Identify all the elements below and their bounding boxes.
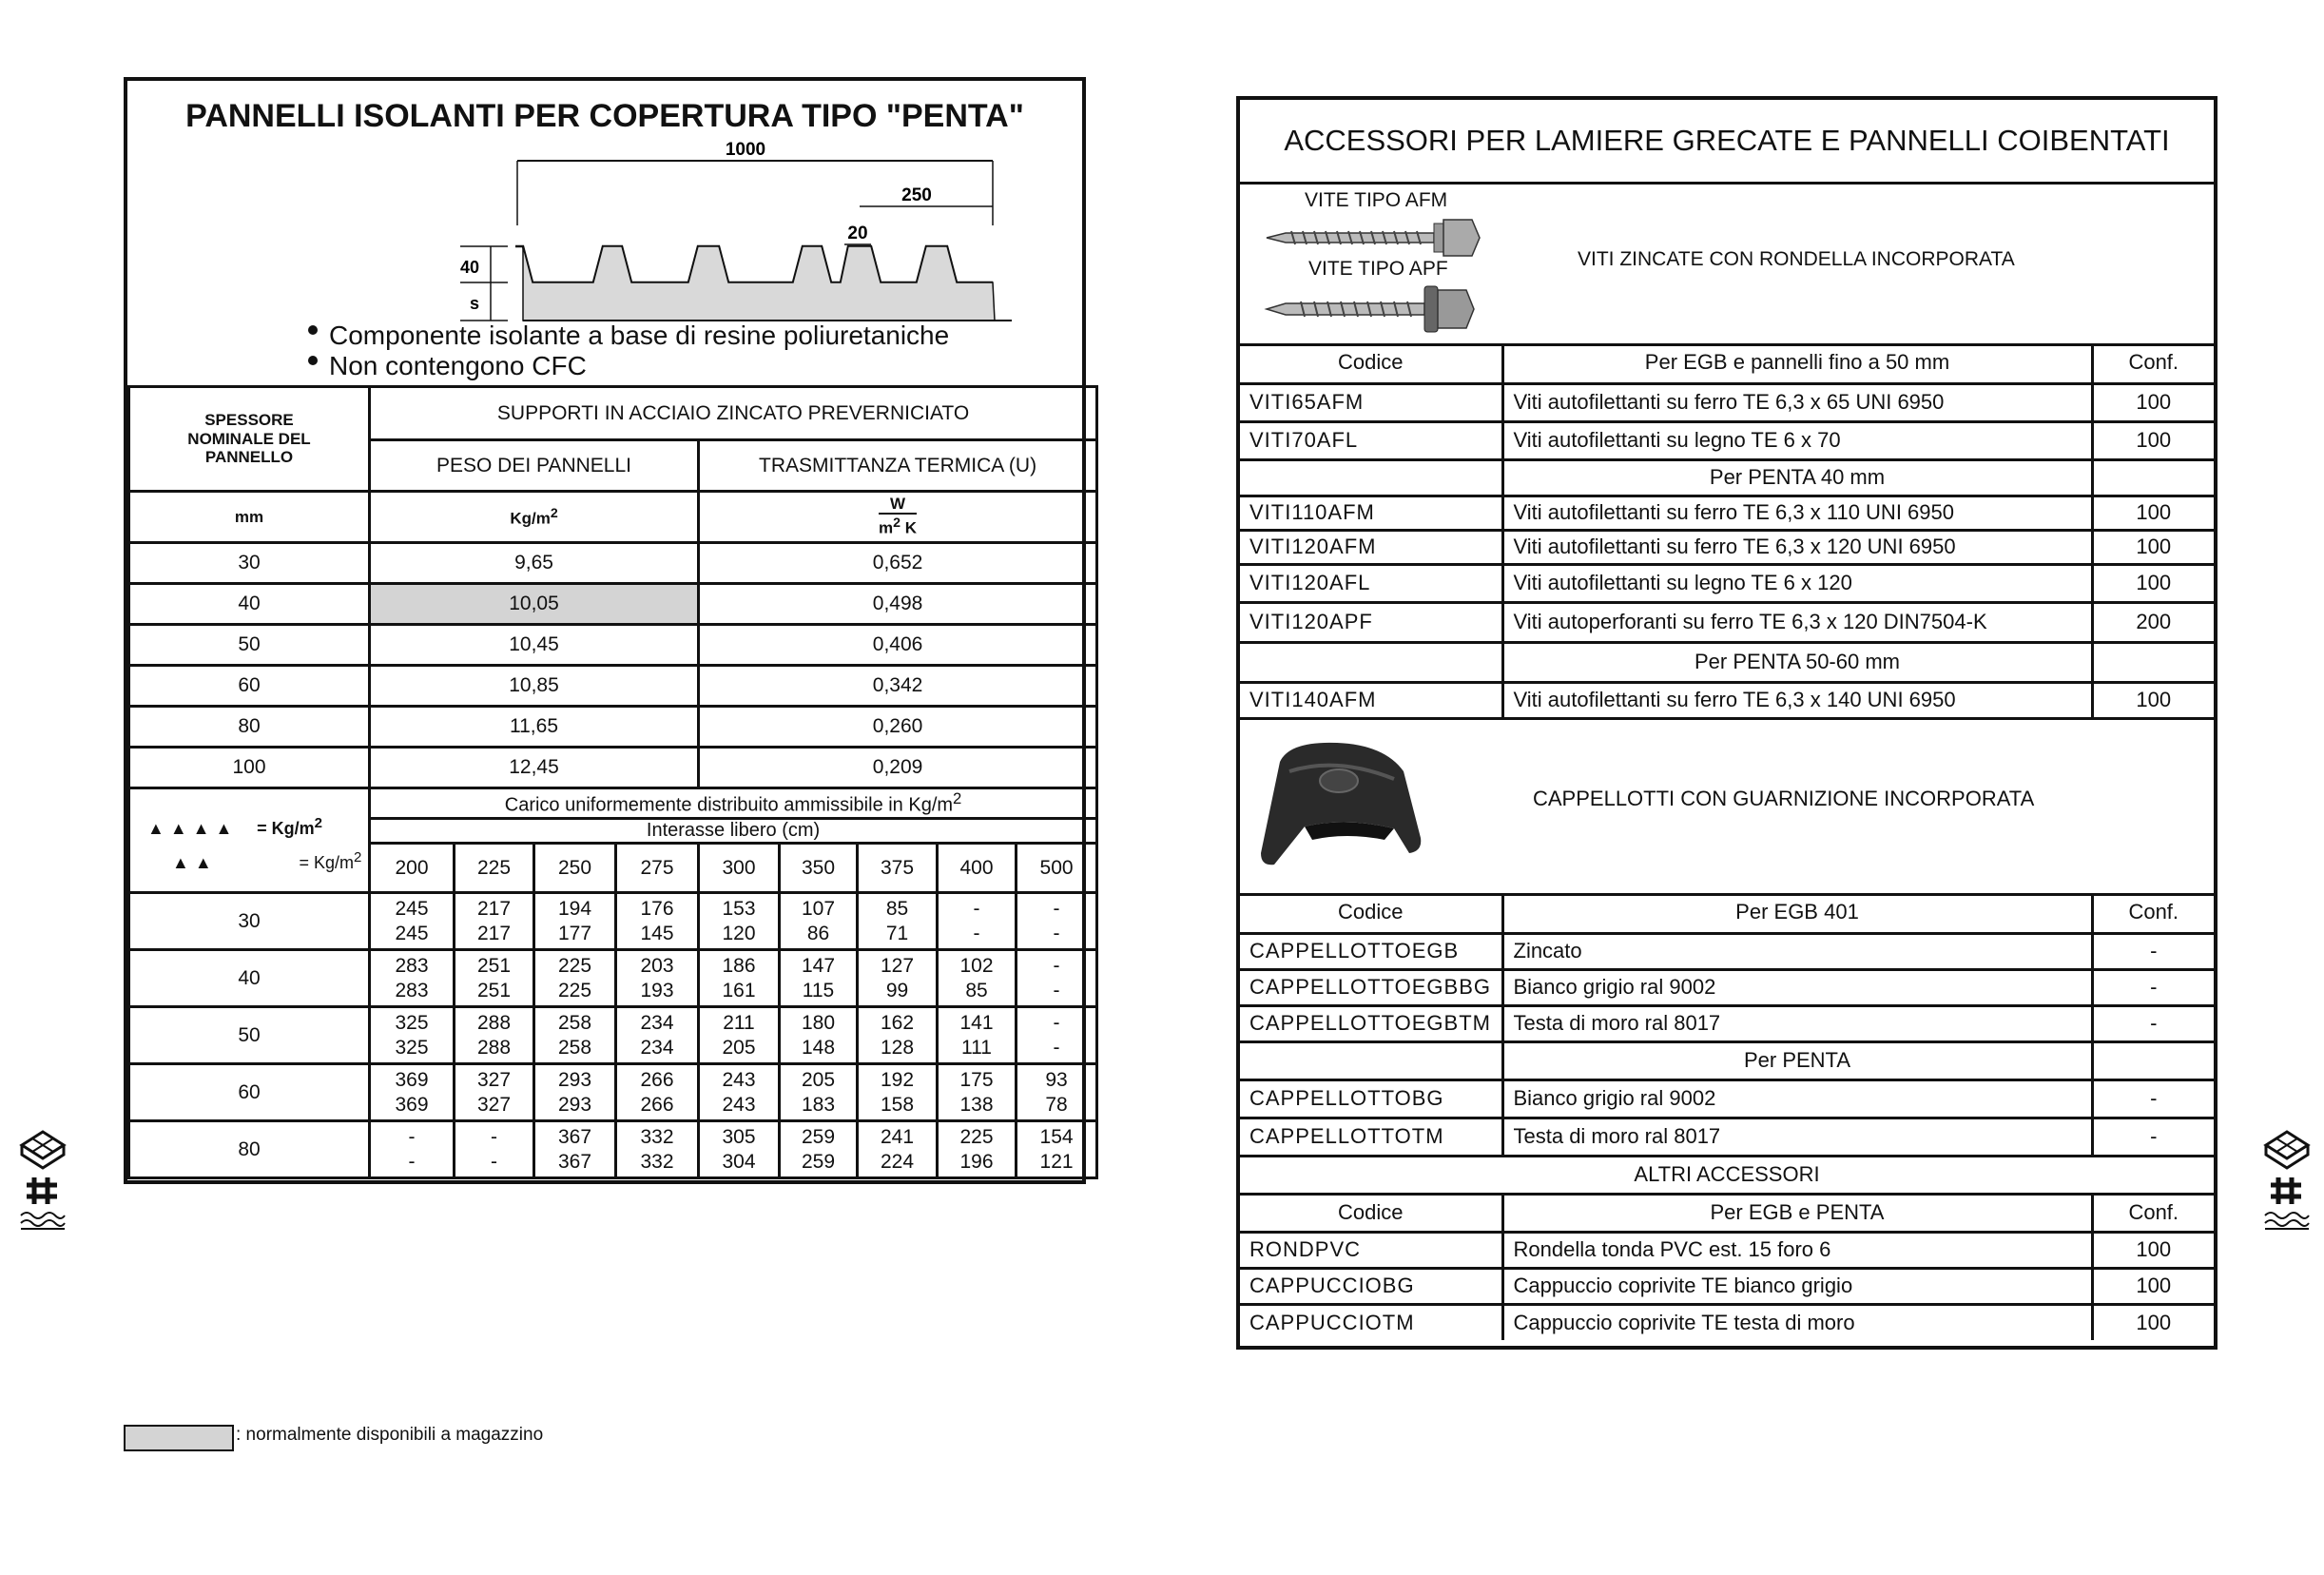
load-row [129,893,1097,950]
load-cell: 332 332 [616,1121,699,1178]
cell-u: 0,342 [699,666,1097,707]
load-cell: 325 325 [370,1007,455,1064]
load-cell: 245 245 [370,893,455,950]
screw-apf-icon [1263,281,1510,338]
col-codice: Codice [1240,1194,1502,1232]
accessories-sheet [1236,96,2217,1350]
screw-afm-icon [1263,214,1501,262]
table-row: CAPPUCCIOTM Cappuccio coprivite TE testa di moro 100 [1240,1304,2214,1340]
load-cell: 192 158 [858,1064,938,1121]
cell-mm: 50 [129,625,370,666]
sec3-header: Per PENTA 50-60 mm [1502,642,2092,682]
table-row: CAPPELLOTTOEGB Zincato - [1240,933,2214,969]
weight-header: PESO DEI PANNELLI [370,440,699,492]
sec1-header: Per EGB e pannelli fino a 50 mm [1502,343,2092,383]
table-row [129,666,1097,707]
load-cell: 175 138 [938,1064,1017,1121]
col-conf: Conf. [2092,343,2214,383]
sec6-header: Per EGB e PENTA [1502,1194,2092,1232]
supports-header: SUPPORTI IN ACCIAIO ZINCATO PREVERNICIATO [370,387,1097,440]
load-thickness: 30 [129,893,370,950]
panels-title: PANNELLI ISOLANTI PER COPERTURA TIPO "PENTA" [185,98,1024,134]
table-row [129,584,1097,625]
screws-band [1240,182,2214,346]
load-legend [129,788,370,893]
cell-peso-stock: 10,05 [370,584,699,625]
stock-legend-swatch [124,1425,234,1451]
span-cell: 275 [616,844,699,893]
cell-mm: 60 [129,666,370,707]
load-cell: 211 205 [699,1007,780,1064]
load-thickness: 80 [129,1121,370,1178]
screw-apf-label: VITE TIPO APF [1308,258,1448,280]
sec2-header: Per PENTA 40 mm [1502,459,2092,496]
load-header: Carico uniformemente distribuito ammissibile in $Kg/m^2$ [370,788,1097,819]
span-cell: 225 [455,844,534,893]
load-cell: - - [455,1121,534,1178]
cell-peso: 9,65 [370,543,699,584]
table-row: CAPPELLOTTOBG Bianco grigio ral 9002 - [1240,1079,2214,1118]
load-cell: 266 266 [616,1064,699,1121]
table-row: VITI120APF Viti autoperforanti su ferro TE 6,3 x 120 DIN7504-K 200 [1240,602,2214,642]
load-cell: - - [1017,893,1097,950]
cell-mm: 30 [129,543,370,584]
load-cell: 293 293 [534,1064,616,1121]
load-thickness: 60 [129,1064,370,1121]
panels-header [127,81,1082,388]
panels-table [127,385,1098,1179]
col-codice: Codice [1240,893,1502,933]
screw-afm-label: VITE TIPO AFM [1305,189,1448,211]
dim-pitch: 250 [901,185,932,205]
table-row: CAPPUCCIOBG Cappuccio coprivite TE bianco grigio 100 [1240,1268,2214,1304]
span-cell: 400 [938,844,1017,893]
roof-grid-icon [2263,1128,2311,1233]
col-conf: Conf. [2092,893,2214,933]
cell-mm: 40 [129,584,370,625]
load-row [129,1064,1097,1121]
load-legend-uniform: ▲▲▲▲ = $Kg/m^2$ [147,814,322,838]
cell-peso: 10,45 [370,625,699,666]
load-cell: 176 145 [616,893,699,950]
load-legend-span: ▲▲ = $Kg/m^2$ [172,848,362,872]
roof-grid-icon [19,1128,67,1233]
load-cell: 102 85 [938,950,1017,1007]
cell-u: 0,652 [699,543,1097,584]
table-row: CAPPELLOTTOEGBBG Bianco grigio ral 9002 - [1240,969,2214,1005]
panels-sheet [124,77,1086,1184]
cell-u: 0,498 [699,584,1097,625]
bullet-item: Non contengono CFC [308,351,587,381]
table-row: CAPPELLOTTOEGBTM Testa di moro ral 8017 - [1240,1005,2214,1041]
load-cell: 305 304 [699,1121,780,1178]
thickness-header: SPESSORE NOMINALE DEL PANNELLO [129,387,370,492]
load-cell: 369 369 [370,1064,455,1121]
table-row: VITI70AFL Viti autofilettanti su legno TE 6 x 70 100 [1240,421,2214,459]
load-cell: 217 217 [455,893,534,950]
transmittance-header: TRASMITTANZA TERMICA (U) [699,440,1097,492]
load-cell: - - [938,893,1017,950]
cell-mm: 80 [129,707,370,748]
cell-mm: 100 [129,748,370,788]
load-cell: 107 86 [780,893,858,950]
triangle-icon: ▲▲ [172,852,218,872]
load-cell: - - [370,1121,455,1178]
load-cell: 367 367 [534,1121,616,1178]
sec4-header: Per EGB 401 [1502,893,2092,933]
load-cell: 234 234 [616,1007,699,1064]
caps-table [1240,893,2214,1340]
table-row: RONDPVC Rondella tonda PVC est. 15 foro 6 100 [1240,1232,2214,1268]
table-row [129,625,1097,666]
load-cell: 162 128 [858,1007,938,1064]
load-cell: 288 288 [455,1007,534,1064]
table-row: VITI65AFM Viti autofilettanti su ferro TE 6,3 x 65 UNI 6950 100 [1240,383,2214,421]
load-cell: 180 148 [780,1007,858,1064]
load-cell: 141 111 [938,1007,1017,1064]
load-cell: 85 71 [858,893,938,950]
span-cell: 300 [699,844,780,893]
load-cell: 153 120 [699,893,780,950]
caps-band [1240,720,2214,896]
table-row: VITI120AFL Viti autofilettanti su legno TE 6 x 120 100 [1240,564,2214,602]
load-cell: 205 183 [780,1064,858,1121]
accessories-title: ACCESSORI PER LAMIERE GRECATE E PANNELLI COIBENTATI [1240,100,2214,185]
table-row: VITI140AFM Viti autofilettanti su ferro TE 6,3 x 140 UNI 6950 100 [1240,682,2214,718]
load-cell: 258 258 [534,1007,616,1064]
screws-description: VITI ZINCATE CON RONDELLA INCORPORATA [1578,248,2015,270]
load-cell: - - [1017,950,1097,1007]
load-cell: 225 225 [534,950,616,1007]
load-cell: 241 224 [858,1121,938,1178]
sec5-header: Per PENTA [1502,1041,2092,1079]
cell-u: 0,406 [699,625,1097,666]
dim-rib: 20 [847,224,868,243]
load-cell: 283 283 [370,950,455,1007]
span-cell: 375 [858,844,938,893]
bullet-item: Componente isolante a base di resine poliuretaniche [308,321,949,351]
load-row [129,950,1097,1007]
dim-height: 40 [460,258,480,277]
unit-kg: $Kg/m^2$ [370,492,699,543]
load-cell: 259 259 [780,1121,858,1178]
load-cell: 93 78 [1017,1064,1097,1121]
load-cell: 251 251 [455,950,534,1007]
load-cell: - - [1017,1007,1097,1064]
cell-peso: 12,45 [370,748,699,788]
load-cell: 154 121 [1017,1121,1097,1178]
table-row [129,707,1097,748]
load-thickness: 40 [129,950,370,1007]
unit-mm: mm [129,492,370,543]
dim-width: 1000 [725,140,766,160]
triangle-icon: ▲▲▲▲ [147,818,239,838]
span-header: Interasse libero (cm) [370,819,1097,844]
col-codice: Codice [1240,343,1502,383]
load-cell: 186 161 [699,950,780,1007]
load-cell: 127 99 [858,950,938,1007]
caps-description: CAPPELLOTTI CON GUARNIZIONE INCORPORATA [1533,787,2035,810]
load-cell: 194 177 [534,893,616,950]
col-conf: Conf. [2092,1194,2214,1232]
load-cell: 225 196 [938,1121,1017,1178]
table-row [129,748,1097,788]
stock-legend-text: : normalmente disponibili a magazzino [236,1425,544,1445]
load-cell: 203 193 [616,950,699,1007]
cell-u: 0,260 [699,707,1097,748]
unit-wm2k: $\frac{W}{m^2 K}$ [699,492,1097,543]
cell-peso: 10,85 [370,666,699,707]
screws-table [1240,343,2214,720]
cell-u: 0,209 [699,748,1097,788]
table-row [129,543,1097,584]
load-cell: 243 243 [699,1064,780,1121]
cap-icon [1251,733,1432,876]
span-cell: 250 [534,844,616,893]
load-row [129,1121,1097,1178]
span-cell: 500 [1017,844,1097,893]
other-accessories-header: ALTRI ACCESSORI [1240,1156,2214,1194]
load-cell: 147 115 [780,950,858,1007]
cell-peso: 11,65 [370,707,699,748]
load-thickness: 50 [129,1007,370,1064]
span-cell: 200 [370,844,455,893]
span-cell: 350 [780,844,858,893]
table-row: VITI110AFM Viti autofilettanti su ferro TE 6,3 x 110 UNI 6950 100 [1240,496,2214,530]
panel-profile-diagram [308,140,1031,340]
dim-thickness: s [470,294,480,313]
table-row: CAPPELLOTTOTM Testa di moro ral 8017 - [1240,1118,2214,1156]
load-cell: 327 327 [455,1064,534,1121]
load-row [129,1007,1097,1064]
table-row: VITI120AFM Viti autofilettanti su ferro TE 6,3 x 120 UNI 6950 100 [1240,530,2214,564]
